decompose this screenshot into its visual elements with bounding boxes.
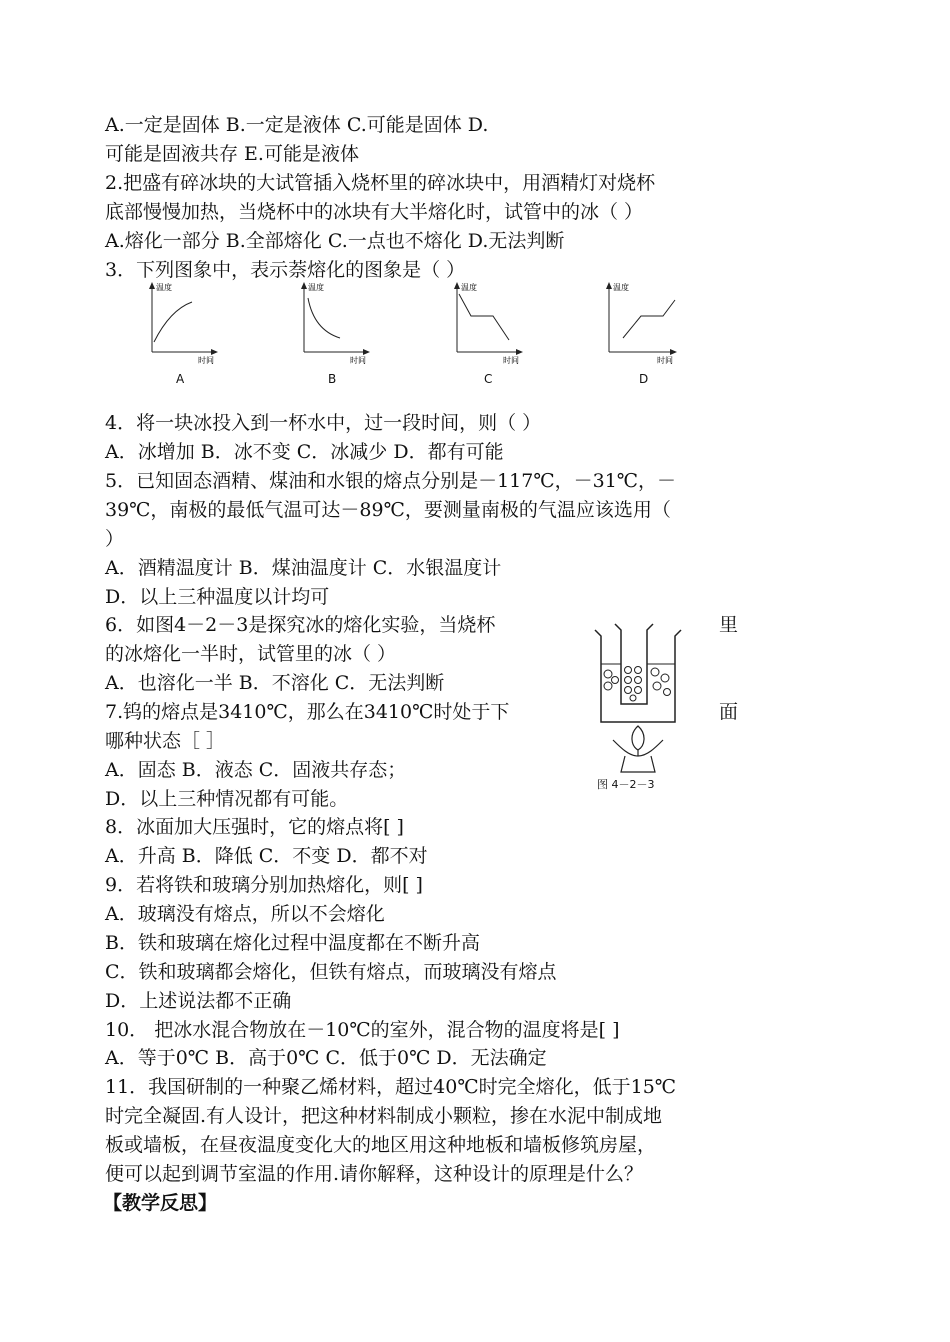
graph-c-label: C bbox=[484, 372, 493, 386]
figure-caption: 图 4－2－3 bbox=[597, 778, 655, 791]
graph-a-label: A bbox=[176, 372, 185, 386]
text-line: 11．我国研制的一种聚乙烯材料，超过40℃时完全熔化，低于15℃ bbox=[105, 1076, 677, 1098]
text-line: 9．若将铁和玻璃分别加热熔化，则[ ] bbox=[105, 874, 423, 896]
text-line: A．等于0℃ B．高于0℃ C．低于0℃ D．无法确定 bbox=[105, 1047, 547, 1069]
text-line: 哪种状态［ ］ bbox=[105, 730, 226, 752]
graph-b-ylabel: 温度 bbox=[308, 283, 324, 292]
text-line: D．以上三种温度以计均可 bbox=[105, 586, 330, 608]
beaker-experiment-figure bbox=[585, 622, 695, 780]
text-fragment-li: 里 bbox=[719, 614, 739, 636]
text-line: 便可以起到调节室温的作用.请你解释，这种设计的原理是什么？ bbox=[105, 1163, 644, 1185]
text-line: 可能是固液共存 E.可能是液体 bbox=[105, 143, 359, 165]
graph-c-xlabel: 时间 bbox=[503, 356, 519, 365]
text-line: 的冰熔化一半时，试管里的冰（ ） bbox=[105, 643, 397, 665]
text-line: 5．已知固态酒精、煤油和水银的熔点分别是－117℃，－31℃，－ bbox=[105, 470, 677, 492]
text-line: 8．冰面加大压强时，它的熔点将[ ] bbox=[105, 816, 404, 838]
text-line: 39℃，南极的最低气温可达－89℃，要测量南极的气温应该选用（ bbox=[105, 499, 671, 521]
text-line: 板或墙板，在昼夜温度变化大的地区用这种地板和墙板修筑房屋， bbox=[105, 1134, 657, 1156]
text-line: A．酒精温度计 B．煤油温度计 C．水银温度计 bbox=[105, 557, 502, 579]
text-line: D．以上三种情况都有可能。 bbox=[105, 788, 349, 810]
text-line: A．固态 B．液态 C．固液共存态； bbox=[105, 759, 407, 781]
text-line: D．上述说法都不正确 bbox=[105, 990, 292, 1012]
text-line: 底部慢慢加热，当烧杯中的冰块有大半熔化时，试管中的冰（ ） bbox=[105, 201, 644, 223]
graph-a bbox=[140, 280, 220, 370]
graph-b-label: B bbox=[328, 372, 337, 386]
text-line: 时完全凝固.有人设计，把这种材料制成小颗粒，掺在水泥中制成地 bbox=[105, 1105, 663, 1127]
text-line: 10． 把冰水混合物放在－10℃的室外，混合物的温度将是[ ] bbox=[105, 1019, 620, 1041]
graph-c-ylabel: 温度 bbox=[461, 283, 477, 292]
teaching-reflection-heading: 【教学反思】 bbox=[103, 1192, 218, 1214]
graph-c bbox=[445, 280, 525, 370]
text-line: C．铁和玻璃都会熔化，但铁有熔点，而玻璃没有熔点 bbox=[105, 961, 557, 983]
text-line: 2.把盛有碎冰块的大试管插入烧杯里的碎冰块中，用酒精灯对烧杯 bbox=[105, 172, 656, 194]
text-line: 3．下列图象中，表示萘熔化的图象是（ ） bbox=[105, 259, 466, 281]
text-line: A．升高 B．降低 C．不变 D．都不对 bbox=[105, 845, 428, 867]
graph-d bbox=[597, 280, 683, 370]
graph-b bbox=[292, 280, 372, 370]
text-line: B．铁和玻璃在熔化过程中温度都在不断升高 bbox=[105, 932, 480, 954]
text-fragment-mian: 面 bbox=[719, 701, 739, 723]
text-line: 7.钨的熔点是3410℃，那么在3410℃时处于下 bbox=[105, 701, 510, 723]
graph-d-ylabel: 温度 bbox=[613, 283, 629, 292]
graph-d-label: D bbox=[639, 372, 649, 386]
graph-a-ylabel: 温度 bbox=[156, 283, 172, 292]
text-line: A.一定是固体 B.一定是液体 C.可能是固体 D. bbox=[105, 114, 489, 136]
text-line: A．也溶化一半 B．不溶化 C．无法判断 bbox=[105, 672, 445, 694]
text-line: A．冰增加 B．冰不变 C．冰减少 D．都有可能 bbox=[105, 441, 504, 463]
text-line: 6．如图4－2－3是探究冰的熔化实验，当烧杯 bbox=[105, 614, 496, 636]
graph-d-xlabel: 时间 bbox=[657, 356, 673, 365]
graph-a-xlabel: 时间 bbox=[198, 356, 214, 365]
text-line: A.熔化一部分 B.全部熔化 C.一点也不熔化 D.无法判断 bbox=[105, 230, 565, 252]
text-line: 4．将一块冰投入到一杯水中，过一段时间，则（ ） bbox=[105, 412, 542, 434]
graph-b-xlabel: 时间 bbox=[350, 356, 366, 365]
text-line: ） bbox=[105, 528, 125, 550]
text-line: A．玻璃没有熔点，所以不会熔化 bbox=[105, 903, 385, 925]
